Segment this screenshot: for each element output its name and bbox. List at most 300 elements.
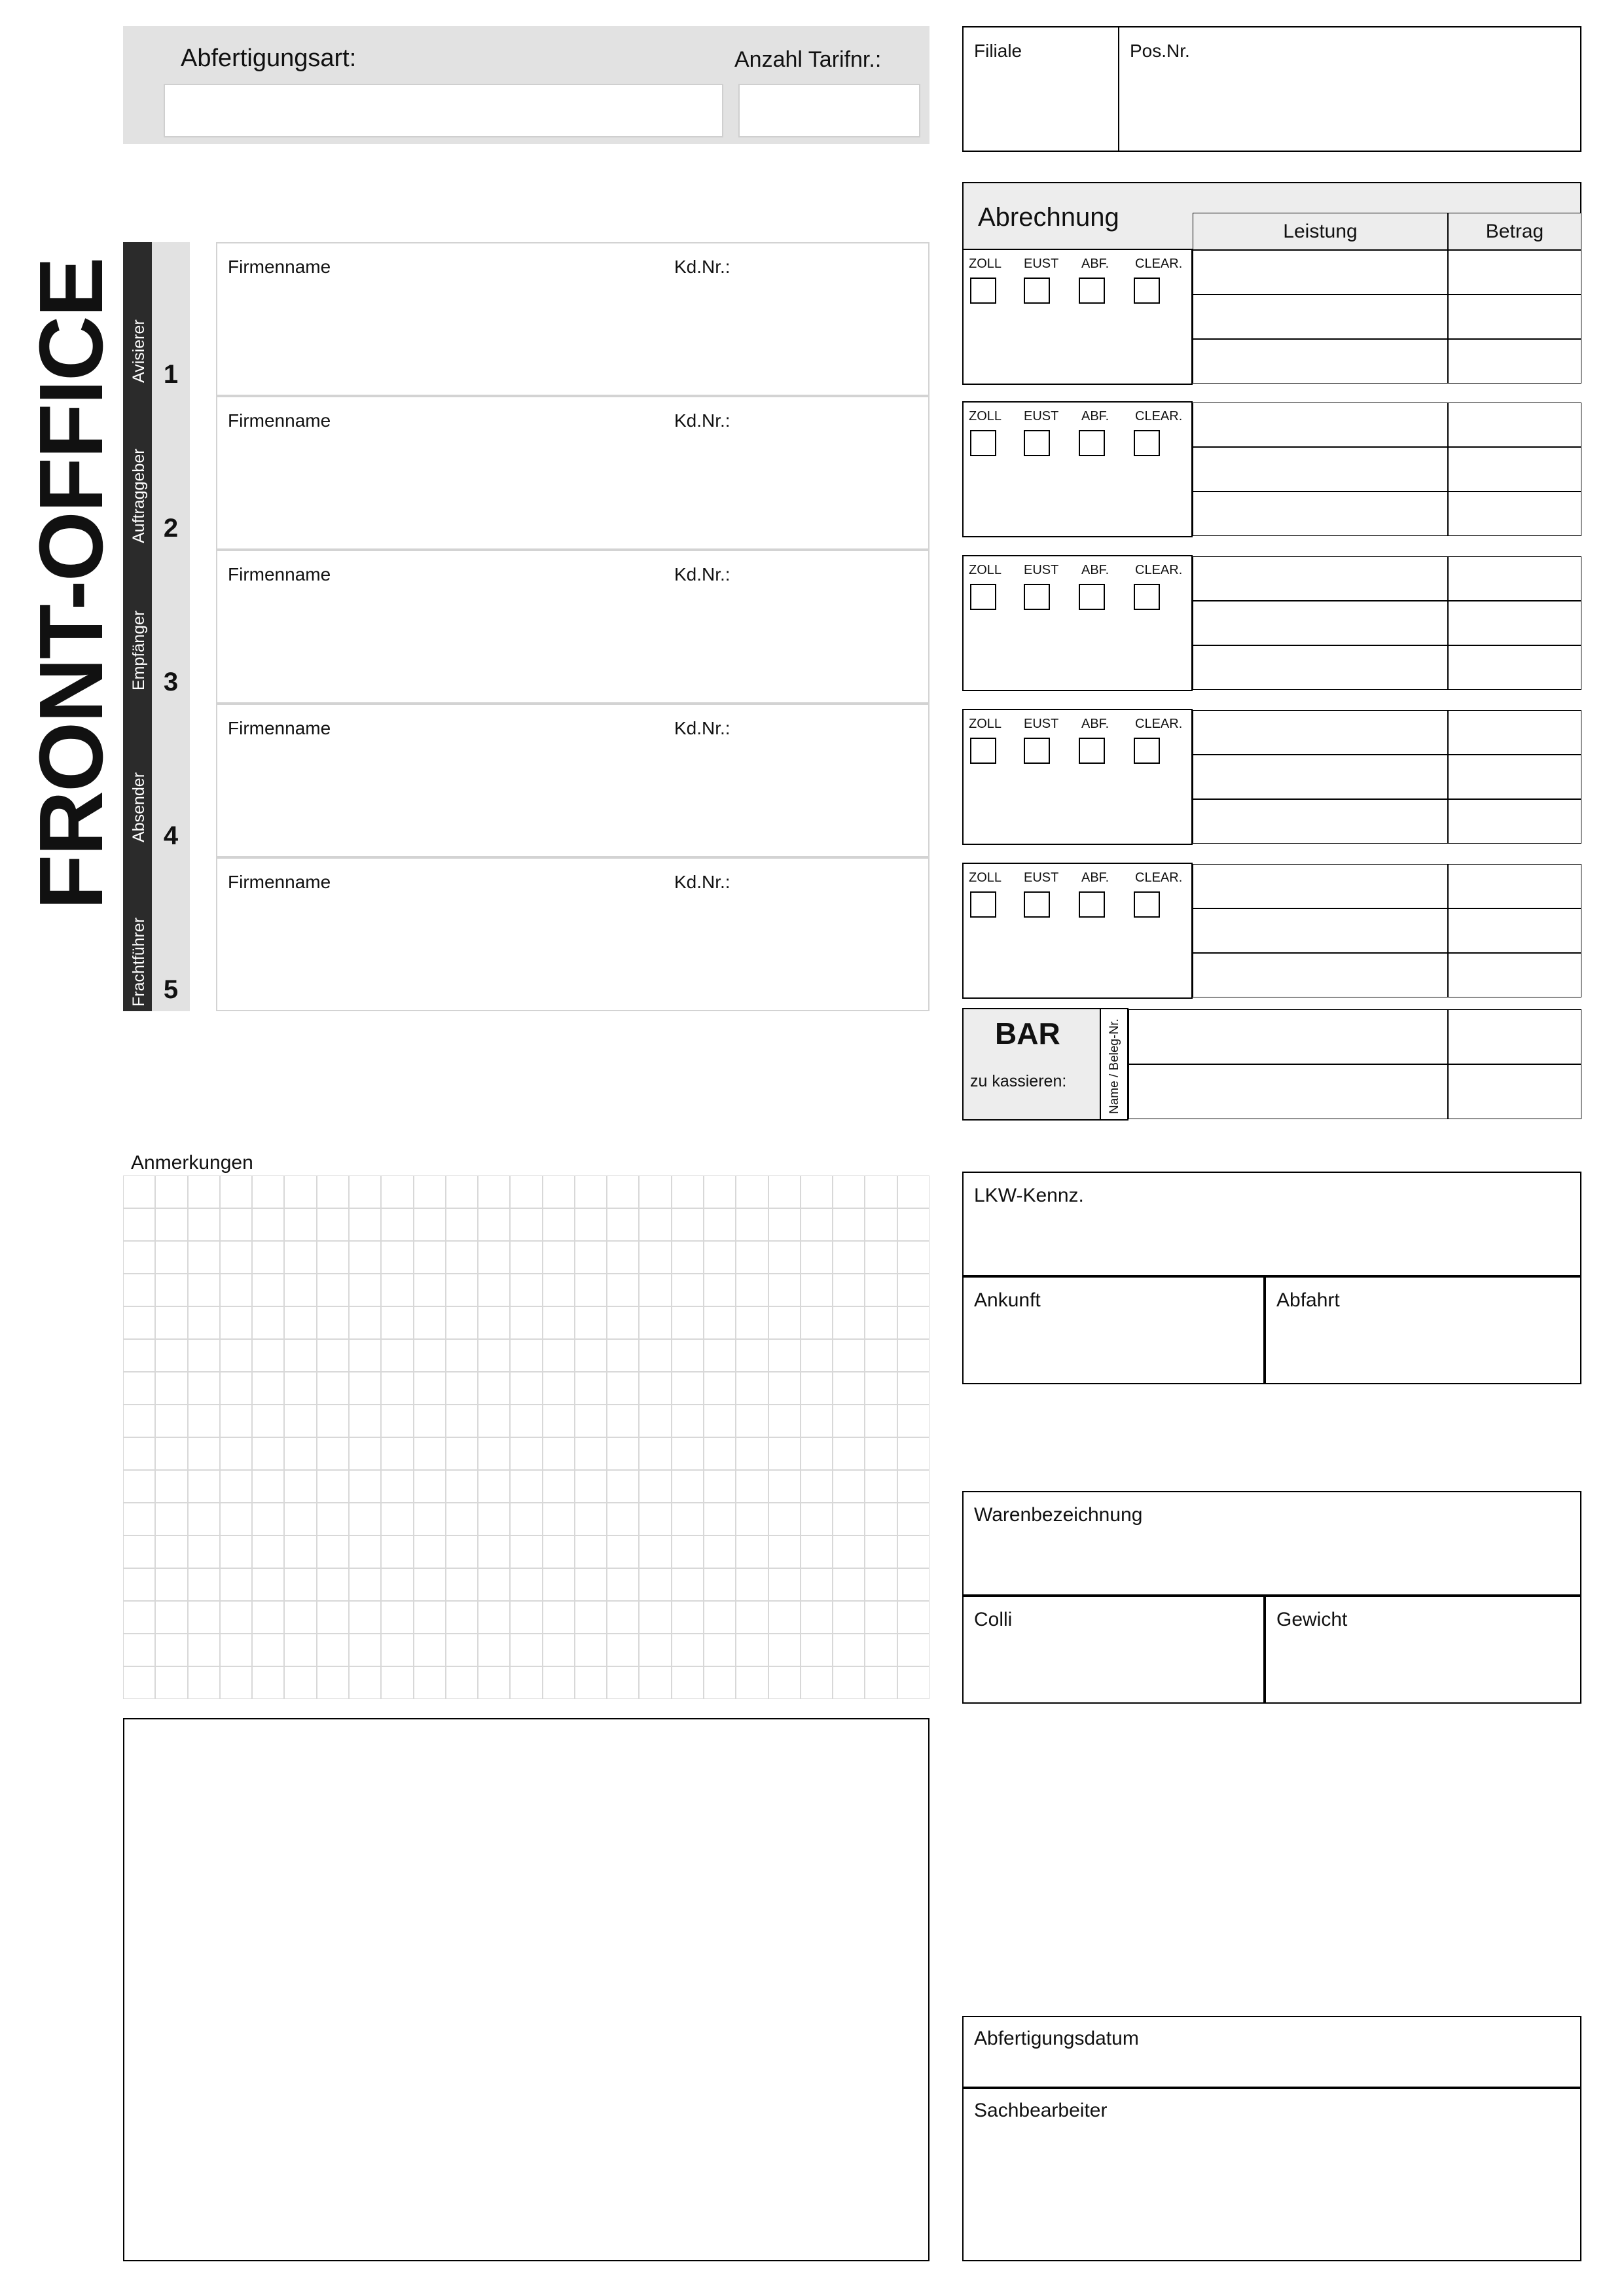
anmerkungen-cell[interactable] (252, 1306, 284, 1339)
anmerkungen-cell[interactable] (414, 1405, 446, 1437)
anmerkungen-cell[interactable] (414, 1666, 446, 1699)
anmerkungen-cell[interactable] (704, 1437, 736, 1470)
checkbox-zoll-1[interactable] (970, 278, 996, 304)
anmerkungen-cell[interactable] (639, 1241, 671, 1274)
anmerkungen-cell[interactable] (736, 1339, 768, 1372)
betrag-cell-3-3[interactable] (1448, 645, 1581, 690)
anmerkungen-cell[interactable] (543, 1208, 575, 1241)
anmerkungen-cell[interactable] (349, 1568, 381, 1601)
anmerkungen-cell[interactable] (672, 1306, 704, 1339)
anmerkungen-cell[interactable] (446, 1634, 478, 1666)
anmerkungen-cell[interactable] (252, 1666, 284, 1699)
anmerkungen-cell[interactable] (897, 1437, 929, 1470)
anmerkungen-cell[interactable] (123, 1405, 155, 1437)
anmerkungen-cell[interactable] (704, 1634, 736, 1666)
anmerkungen-cell[interactable] (510, 1306, 542, 1339)
anmerkungen-cell[interactable] (349, 1405, 381, 1437)
anmerkungen-cell[interactable] (833, 1241, 865, 1274)
leistung-cell-3-2[interactable] (1193, 601, 1448, 645)
leistung-cell-3-3[interactable] (1193, 645, 1448, 690)
anmerkungen-cell[interactable] (639, 1535, 671, 1568)
anmerkungen-cell[interactable] (123, 1175, 155, 1208)
anmerkungen-cell[interactable] (865, 1405, 897, 1437)
anmerkungen-cell[interactable] (704, 1306, 736, 1339)
anmerkungen-cell[interactable] (865, 1372, 897, 1405)
anmerkungen-cell[interactable] (284, 1535, 316, 1568)
anmerkungen-cell[interactable] (123, 1437, 155, 1470)
anmerkungen-cell[interactable] (575, 1568, 607, 1601)
anmerkungen-cell[interactable] (736, 1634, 768, 1666)
anmerkungen-cell[interactable] (123, 1634, 155, 1666)
anmerkungen-cell[interactable] (801, 1666, 833, 1699)
anmerkungen-cell[interactable] (736, 1274, 768, 1306)
anmerkungen-cell[interactable] (317, 1634, 349, 1666)
checkbox-abf-4[interactable] (1079, 738, 1105, 764)
anmerkungen-cell[interactable] (317, 1339, 349, 1372)
anmerkungen-cell[interactable] (446, 1601, 478, 1634)
anmerkungen-cell[interactable] (284, 1241, 316, 1274)
anmerkungen-cell[interactable] (510, 1274, 542, 1306)
anmerkungen-cell[interactable] (865, 1241, 897, 1274)
anmerkungen-cell[interactable] (897, 1175, 929, 1208)
anmerkungen-cell[interactable] (865, 1666, 897, 1699)
anmerkungen-cell[interactable] (897, 1339, 929, 1372)
anmerkungen-cell[interactable] (220, 1175, 252, 1208)
anmerkungen-cell[interactable] (381, 1568, 413, 1601)
anmerkungen-cell[interactable] (736, 1241, 768, 1274)
anmerkungen-cell[interactable] (897, 1503, 929, 1535)
anmerkungen-cell[interactable] (446, 1274, 478, 1306)
anmerkungen-cell[interactable] (155, 1568, 187, 1601)
anmerkungen-cell[interactable] (801, 1306, 833, 1339)
anmerkungen-cell[interactable] (768, 1208, 801, 1241)
anmerkungen-cell[interactable] (220, 1437, 252, 1470)
anmerkungen-cell[interactable] (414, 1241, 446, 1274)
anmerkungen-cell[interactable] (704, 1405, 736, 1437)
anmerkungen-cell[interactable] (123, 1601, 155, 1634)
anmerkungen-cell[interactable] (575, 1503, 607, 1535)
anmerkungen-cell[interactable] (446, 1372, 478, 1405)
anmerkungen-cell[interactable] (543, 1535, 575, 1568)
anmerkungen-cell[interactable] (865, 1274, 897, 1306)
anmerkungen-cell[interactable] (543, 1339, 575, 1372)
anmerkungen-cell[interactable] (768, 1339, 801, 1372)
anmerkungen-cell[interactable] (123, 1568, 155, 1601)
anmerkungen-cell[interactable] (317, 1437, 349, 1470)
leistung-cell-1-3[interactable] (1193, 339, 1448, 384)
anmerkungen-cell[interactable] (478, 1274, 510, 1306)
anmerkungen-cell[interactable] (510, 1208, 542, 1241)
anmerkungen-cell[interactable] (446, 1241, 478, 1274)
betrag-cell-2-1[interactable] (1448, 403, 1581, 447)
anmerkungen-cell[interactable] (736, 1503, 768, 1535)
leistung-cell-4-2[interactable] (1193, 755, 1448, 799)
anmerkungen-cell[interactable] (478, 1666, 510, 1699)
anmerkungen-cell[interactable] (865, 1470, 897, 1503)
anmerkungen-cell[interactable] (446, 1568, 478, 1601)
anmerkungen-cell[interactable] (768, 1601, 801, 1634)
checkbox-eust-1[interactable] (1024, 278, 1050, 304)
anmerkungen-cell[interactable] (575, 1339, 607, 1372)
anmerkungen-cell[interactable] (188, 1601, 220, 1634)
anmerkungen-cell[interactable] (768, 1568, 801, 1601)
anmerkungen-cell[interactable] (865, 1339, 897, 1372)
anmerkungen-cell[interactable] (736, 1306, 768, 1339)
anmerkungen-cell[interactable] (155, 1437, 187, 1470)
leistung-cell-4-3[interactable] (1193, 799, 1448, 844)
betrag-cell-4-1[interactable] (1448, 710, 1581, 755)
anmerkungen-cell[interactable] (252, 1568, 284, 1601)
betrag-cell-2-3[interactable] (1448, 492, 1581, 536)
anmerkungen-cell[interactable] (801, 1274, 833, 1306)
anmerkungen-cell[interactable] (672, 1437, 704, 1470)
anmerkungen-cell[interactable] (897, 1666, 929, 1699)
anmerkungen-cell[interactable] (123, 1241, 155, 1274)
anmerkungen-cell[interactable] (607, 1241, 639, 1274)
anmerkungen-cell[interactable] (220, 1470, 252, 1503)
anmerkungen-cell[interactable] (414, 1274, 446, 1306)
anmerkungen-cell[interactable] (381, 1601, 413, 1634)
anmerkungen-cell[interactable] (833, 1175, 865, 1208)
anmerkungen-cell[interactable] (284, 1601, 316, 1634)
anmerkungen-cell[interactable] (607, 1568, 639, 1601)
anmerkungen-cell[interactable] (736, 1437, 768, 1470)
anmerkungen-cell[interactable] (284, 1175, 316, 1208)
anmerkungen-cell[interactable] (220, 1535, 252, 1568)
anmerkungen-cell[interactable] (381, 1503, 413, 1535)
anmerkungen-cell[interactable] (833, 1568, 865, 1601)
anmerkungen-cell[interactable] (414, 1437, 446, 1470)
checkbox-clear-5[interactable] (1134, 891, 1160, 918)
anmerkungen-cell[interactable] (381, 1470, 413, 1503)
anmerkungen-cell[interactable] (317, 1405, 349, 1437)
anmerkungen-cell[interactable] (284, 1634, 316, 1666)
anmerkungen-cell[interactable] (317, 1601, 349, 1634)
anmerkungen-cell[interactable] (478, 1208, 510, 1241)
anmerkungen-cell[interactable] (607, 1274, 639, 1306)
checkbox-eust-5[interactable] (1024, 891, 1050, 918)
anmerkungen-cell[interactable] (155, 1274, 187, 1306)
anmerkungen-cell[interactable] (607, 1634, 639, 1666)
anmerkungen-cell[interactable] (510, 1405, 542, 1437)
anmerkungen-cell[interactable] (155, 1175, 187, 1208)
leistung-cell-2-1[interactable] (1193, 403, 1448, 447)
anmerkungen-cell[interactable] (607, 1437, 639, 1470)
anmerkungen-cell[interactable] (833, 1372, 865, 1405)
anmerkungen-cell[interactable] (317, 1503, 349, 1535)
anmerkungen-cell[interactable] (510, 1503, 542, 1535)
anmerkungen-cell[interactable] (801, 1437, 833, 1470)
anmerkungen-cell[interactable] (543, 1568, 575, 1601)
anmerkungen-cell[interactable] (736, 1208, 768, 1241)
anmerkungen-cell[interactable] (446, 1208, 478, 1241)
anmerkungen-cell[interactable] (768, 1634, 801, 1666)
anmerkungen-cell[interactable] (349, 1503, 381, 1535)
anmerkungen-cell[interactable] (543, 1274, 575, 1306)
anmerkungen-cell[interactable] (478, 1470, 510, 1503)
anmerkungen-cell[interactable] (188, 1437, 220, 1470)
anmerkungen-cell[interactable] (446, 1405, 478, 1437)
anmerkungen-cell[interactable] (768, 1470, 801, 1503)
anmerkungen-cell[interactable] (478, 1601, 510, 1634)
anmerkungen-cell[interactable] (897, 1208, 929, 1241)
anmerkungen-cell[interactable] (607, 1470, 639, 1503)
anmerkungen-cell[interactable] (381, 1241, 413, 1274)
anmerkungen-cell[interactable] (672, 1274, 704, 1306)
anmerkungen-cell[interactable] (446, 1306, 478, 1339)
anmerkungen-cell[interactable] (639, 1274, 671, 1306)
anmerkungen-cell[interactable] (349, 1372, 381, 1405)
anmerkungen-cell[interactable] (607, 1175, 639, 1208)
anmerkungen-cell[interactable] (768, 1175, 801, 1208)
betrag-cell-3-2[interactable] (1448, 601, 1581, 645)
anmerkungen-cell[interactable] (801, 1634, 833, 1666)
anmerkungen-cell[interactable] (607, 1601, 639, 1634)
leistung-cell-5-2[interactable] (1193, 908, 1448, 953)
anmerkungen-cell[interactable] (284, 1372, 316, 1405)
anmerkungen-cell[interactable] (414, 1339, 446, 1372)
anmerkungen-cell[interactable] (123, 1208, 155, 1241)
anmerkungen-cell[interactable] (543, 1306, 575, 1339)
anmerkungen-cell[interactable] (446, 1535, 478, 1568)
anmerkungen-cell[interactable] (672, 1372, 704, 1405)
anmerkungen-cell[interactable] (155, 1470, 187, 1503)
checkbox-zoll-5[interactable] (970, 891, 996, 918)
anmerkungen-cell[interactable] (801, 1208, 833, 1241)
anmerkungen-cell[interactable] (543, 1666, 575, 1699)
anmerkungen-cell[interactable] (123, 1306, 155, 1339)
anmerkungen-cell[interactable] (833, 1339, 865, 1372)
anmerkungen-cell[interactable] (607, 1535, 639, 1568)
anmerkungen-cell[interactable] (446, 1503, 478, 1535)
anmerkungen-cell[interactable] (510, 1666, 542, 1699)
anmerkungen-cell[interactable] (381, 1405, 413, 1437)
anmerkungen-cell[interactable] (284, 1503, 316, 1535)
anmerkungen-cell[interactable] (736, 1372, 768, 1405)
betrag-cell-1-3[interactable] (1448, 339, 1581, 384)
anmerkungen-cell[interactable] (801, 1405, 833, 1437)
anmerkungen-cell[interactable] (188, 1208, 220, 1241)
anmerkungen-cell[interactable] (155, 1634, 187, 1666)
anmerkungen-cell[interactable] (801, 1175, 833, 1208)
anmerkungen-cell[interactable] (317, 1306, 349, 1339)
anmerkungen-cell[interactable] (543, 1175, 575, 1208)
anmerkungen-cell[interactable] (123, 1274, 155, 1306)
anmerkungen-cell[interactable] (639, 1372, 671, 1405)
anmerkungen-cell[interactable] (704, 1372, 736, 1405)
anmerkungen-cell[interactable] (188, 1470, 220, 1503)
anmerkungen-cell[interactable] (188, 1503, 220, 1535)
anmerkungen-cell[interactable] (123, 1339, 155, 1372)
anmerkungen-cell[interactable] (833, 1274, 865, 1306)
checkbox-abf-3[interactable] (1079, 584, 1105, 610)
anmerkungen-cell[interactable] (252, 1437, 284, 1470)
anmerkungen-cell[interactable] (639, 1208, 671, 1241)
anmerkungen-cell[interactable] (575, 1634, 607, 1666)
bar-cell-1[interactable] (1128, 1009, 1448, 1064)
anmerkungen-cell[interactable] (155, 1372, 187, 1405)
checkbox-abf-5[interactable] (1079, 891, 1105, 918)
anmerkungen-cell[interactable] (672, 1470, 704, 1503)
checkbox-eust-2[interactable] (1024, 430, 1050, 456)
anmerkungen-cell[interactable] (704, 1601, 736, 1634)
anmerkungen-cell[interactable] (639, 1634, 671, 1666)
anmerkungen-cell[interactable] (672, 1535, 704, 1568)
anmerkungen-cell[interactable] (188, 1634, 220, 1666)
anmerkungen-cell[interactable] (801, 1503, 833, 1535)
anmerkungen-cell[interactable] (188, 1306, 220, 1339)
leistung-cell-5-3[interactable] (1193, 953, 1448, 997)
anmerkungen-cell[interactable] (220, 1274, 252, 1306)
anmerkungen-cell[interactable] (220, 1568, 252, 1601)
anmerkungen-cell[interactable] (704, 1535, 736, 1568)
anmerkungen-cell[interactable] (317, 1372, 349, 1405)
anmerkungen-cell[interactable] (704, 1470, 736, 1503)
anmerkungen-cell[interactable] (672, 1568, 704, 1601)
leistung-cell-2-3[interactable] (1193, 492, 1448, 536)
anmerkungen-cell[interactable] (639, 1503, 671, 1535)
anmerkungen-cell[interactable] (704, 1568, 736, 1601)
anmerkungen-cell[interactable] (543, 1405, 575, 1437)
anmerkungen-cell[interactable] (252, 1405, 284, 1437)
anmerkungen-cell[interactable] (768, 1274, 801, 1306)
anmerkungen-cell[interactable] (865, 1503, 897, 1535)
anmerkungen-cell[interactable] (736, 1666, 768, 1699)
checkbox-zoll-4[interactable] (970, 738, 996, 764)
anmerkungen-cell[interactable] (478, 1175, 510, 1208)
anmerkungen-cell[interactable] (865, 1601, 897, 1634)
anmerkungen-cell[interactable] (381, 1666, 413, 1699)
bar-cell-2[interactable] (1128, 1064, 1448, 1119)
anmerkungen-cell[interactable] (317, 1274, 349, 1306)
anmerkungen-cell[interactable] (897, 1535, 929, 1568)
anmerkungen-cell[interactable] (607, 1405, 639, 1437)
anmerkungen-cell[interactable] (833, 1208, 865, 1241)
anmerkungen-cell[interactable] (897, 1470, 929, 1503)
anmerkungen-cell[interactable] (897, 1568, 929, 1601)
anmerkungen-cell[interactable] (897, 1405, 929, 1437)
anmerkungen-cell[interactable] (639, 1470, 671, 1503)
anmerkungen-cell[interactable] (801, 1470, 833, 1503)
checkbox-eust-3[interactable] (1024, 584, 1050, 610)
anmerkungen-cell[interactable] (510, 1601, 542, 1634)
anmerkungen-cell[interactable] (188, 1339, 220, 1372)
leistung-cell-1-2[interactable] (1193, 295, 1448, 339)
anmerkungen-cell[interactable] (284, 1274, 316, 1306)
anmerkungen-cell[interactable] (252, 1634, 284, 1666)
checkbox-clear-4[interactable] (1134, 738, 1160, 764)
anmerkungen-cell[interactable] (349, 1601, 381, 1634)
anmerkungen-cell[interactable] (381, 1339, 413, 1372)
anmerkungen-cell[interactable] (155, 1601, 187, 1634)
anmerkungen-cell[interactable] (865, 1175, 897, 1208)
anmerkungen-cell[interactable] (155, 1306, 187, 1339)
anmerkungen-cell[interactable] (833, 1503, 865, 1535)
anmerkungen-cell[interactable] (123, 1470, 155, 1503)
bar-betrag-2[interactable] (1448, 1064, 1581, 1119)
anmerkungen-cell[interactable] (414, 1568, 446, 1601)
bar-betrag-1[interactable] (1448, 1009, 1581, 1064)
anmerkungen-cell[interactable] (123, 1503, 155, 1535)
anmerkungen-cell[interactable] (155, 1535, 187, 1568)
anmerkungen-cell[interactable] (704, 1503, 736, 1535)
anmerkungen-cell[interactable] (575, 1437, 607, 1470)
anmerkungen-cell[interactable] (155, 1666, 187, 1699)
anmerkungen-cell[interactable] (220, 1503, 252, 1535)
anmerkungen-cell[interactable] (768, 1437, 801, 1470)
abfertigungsart-input[interactable] (164, 84, 723, 137)
anmerkungen-cell[interactable] (865, 1306, 897, 1339)
anmerkungen-cell[interactable] (897, 1306, 929, 1339)
anmerkungen-cell[interactable] (768, 1306, 801, 1339)
anmerkungen-cell[interactable] (414, 1634, 446, 1666)
checkbox-clear-3[interactable] (1134, 584, 1160, 610)
anmerkungen-cell[interactable] (639, 1306, 671, 1339)
anmerkungen-cell[interactable] (639, 1405, 671, 1437)
betrag-cell-5-1[interactable] (1448, 864, 1581, 908)
anmerkungen-cell[interactable] (446, 1339, 478, 1372)
anmerkungen-cell[interactable] (575, 1241, 607, 1274)
anmerkungen-cell[interactable] (704, 1241, 736, 1274)
anmerkungen-cell[interactable] (252, 1339, 284, 1372)
anmerkungen-cell[interactable] (414, 1601, 446, 1634)
anmerkungen-cell[interactable] (833, 1535, 865, 1568)
leistung-cell-4-1[interactable] (1193, 710, 1448, 755)
anmerkungen-cell[interactable] (284, 1339, 316, 1372)
anmerkungen-cell[interactable] (220, 1241, 252, 1274)
leistung-cell-1-1[interactable] (1193, 250, 1448, 295)
anmerkungen-cell[interactable] (833, 1666, 865, 1699)
anmerkungen-cell[interactable] (704, 1274, 736, 1306)
anmerkungen-cell[interactable] (672, 1601, 704, 1634)
anmerkungen-cell[interactable] (284, 1405, 316, 1437)
anmerkungen-cell[interactable] (349, 1208, 381, 1241)
anmerkungen-cell[interactable] (478, 1503, 510, 1535)
anmerkungen-cell[interactable] (478, 1306, 510, 1339)
anmerkungen-cell[interactable] (672, 1634, 704, 1666)
checkbox-abf-1[interactable] (1079, 278, 1105, 304)
anmerkungen-cell[interactable] (123, 1372, 155, 1405)
anmerkungen-cell[interactable] (220, 1339, 252, 1372)
anmerkungen-cell[interactable] (510, 1175, 542, 1208)
anmerkungen-cell[interactable] (801, 1535, 833, 1568)
anmerkungen-cell[interactable] (414, 1535, 446, 1568)
anmerkungen-cell[interactable] (188, 1241, 220, 1274)
anmerkungen-cell[interactable] (317, 1208, 349, 1241)
anmerkungen-cell[interactable] (220, 1666, 252, 1699)
anmerkungen-cell[interactable] (543, 1503, 575, 1535)
anmerkungen-cell[interactable] (801, 1241, 833, 1274)
anmerkungen-cell[interactable] (284, 1306, 316, 1339)
anmerkungen-cell[interactable] (220, 1306, 252, 1339)
anmerkungen-cell[interactable] (349, 1175, 381, 1208)
anmerkungen-cell[interactable] (801, 1372, 833, 1405)
anmerkungen-cell[interactable] (736, 1535, 768, 1568)
anmerkungen-cell[interactable] (252, 1208, 284, 1241)
anmerkungen-cell[interactable] (865, 1535, 897, 1568)
anmerkungen-cell[interactable] (510, 1568, 542, 1601)
anmerkungen-cell[interactable] (736, 1470, 768, 1503)
anmerkungen-cell[interactable] (575, 1372, 607, 1405)
anmerkungen-cell[interactable] (414, 1175, 446, 1208)
anmerkungen-cell[interactable] (317, 1568, 349, 1601)
anmerkungen-cell[interactable] (510, 1634, 542, 1666)
anmerkungen-cell[interactable] (155, 1241, 187, 1274)
anmerkungen-cell[interactable] (252, 1274, 284, 1306)
anmerkungen-cell[interactable] (704, 1666, 736, 1699)
anmerkungen-cell[interactable] (155, 1339, 187, 1372)
anmerkungen-cell[interactable] (446, 1666, 478, 1699)
